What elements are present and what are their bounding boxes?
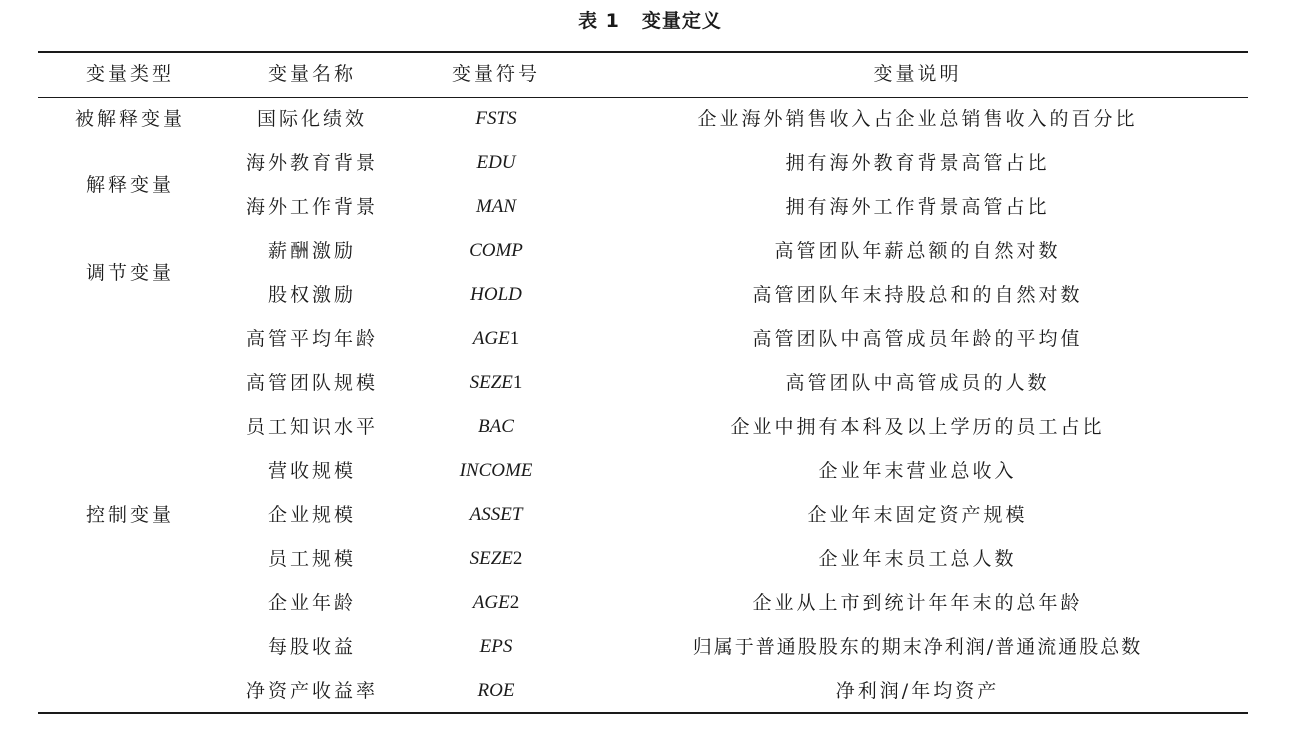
row-name: 国际化绩效 [256,108,367,130]
row-symbol: SEZE2 [469,548,523,569]
row-description: 企业中拥有本科及以上学历的员工占比 [730,416,1105,438]
header-variable-name: 变量名称 [267,63,356,85]
row-name: 海外工作背景 [245,196,378,218]
bottom-rule [38,712,1248,714]
row-symbol: COMP [469,240,523,261]
row-name: 企业年龄 [267,592,356,614]
row-symbol: EDU [476,152,516,173]
row-symbol: INCOME [459,460,533,481]
row-description: 企业年末固定资产规模 [807,504,1028,526]
row-description: 高管团队中高管成员的人数 [785,372,1050,394]
table-caption [0,6,1300,36]
row-name: 高管团队规模 [245,372,378,394]
row-description: 拥有海外教育背景高管占比 [785,152,1050,174]
row-name: 海外教育背景 [245,152,378,174]
row-description: 拥有海外工作背景高管占比 [785,196,1050,218]
row-symbol: HOLD [470,284,522,305]
row-name: 净资产收益率 [245,680,378,702]
row-symbol: AGE1 [472,328,520,349]
row-symbol: BAC [478,416,514,437]
row-symbol: EPS [479,636,513,657]
row-name: 企业规模 [267,504,356,526]
group-explanatory-variable: 解释变量 [85,174,174,196]
row-description: 归属于普通股股东的期末净利润/普通流通股总数 [692,636,1143,658]
table-title: 变量定义 [641,10,722,32]
row-name: 高管平均年龄 [245,328,378,350]
row-symbol: FSTS [475,108,517,129]
table-number: 表 1 [578,10,620,32]
row-symbol: ASSET [469,504,523,525]
row-name: 薪酬激励 [267,240,356,262]
row-name: 每股收益 [267,636,356,658]
row-description: 企业海外销售收入占企业总销售收入的百分比 [697,108,1138,130]
row-symbol: ROE [477,680,515,701]
group-dependent-variable: 被解释变量 [74,108,185,130]
row-description: 高管团队年末持股总和的自然对数 [752,284,1083,306]
group-moderating-variable: 调节变量 [85,262,174,284]
header-variable-type: 变量类型 [85,63,174,85]
row-description: 企业年末营业总收入 [818,460,1017,482]
row-description: 企业年末员工总人数 [818,548,1017,570]
row-name: 员工规模 [267,548,356,570]
row-description: 高管团队年薪总额的自然对数 [774,240,1061,262]
row-symbol: SEZE1 [469,372,523,393]
group-control-variable: 控制变量 [85,504,174,526]
row-description: 高管团队中高管成员年龄的平均值 [752,328,1083,350]
header-rule [38,97,1248,98]
row-name: 股权激励 [267,284,356,306]
row-description: 净利润/年均资产 [835,680,1000,702]
row-name: 员工知识水平 [245,416,378,438]
row-symbol: MAN [475,196,517,217]
header-variable-description: 变量说明 [873,63,962,85]
row-description: 企业从上市到统计年年末的总年龄 [752,592,1083,614]
header-variable-symbol: 变量符号 [451,63,540,85]
top-rule [38,51,1248,53]
row-symbol: AGE2 [472,592,520,613]
row-name: 营收规模 [267,460,356,482]
